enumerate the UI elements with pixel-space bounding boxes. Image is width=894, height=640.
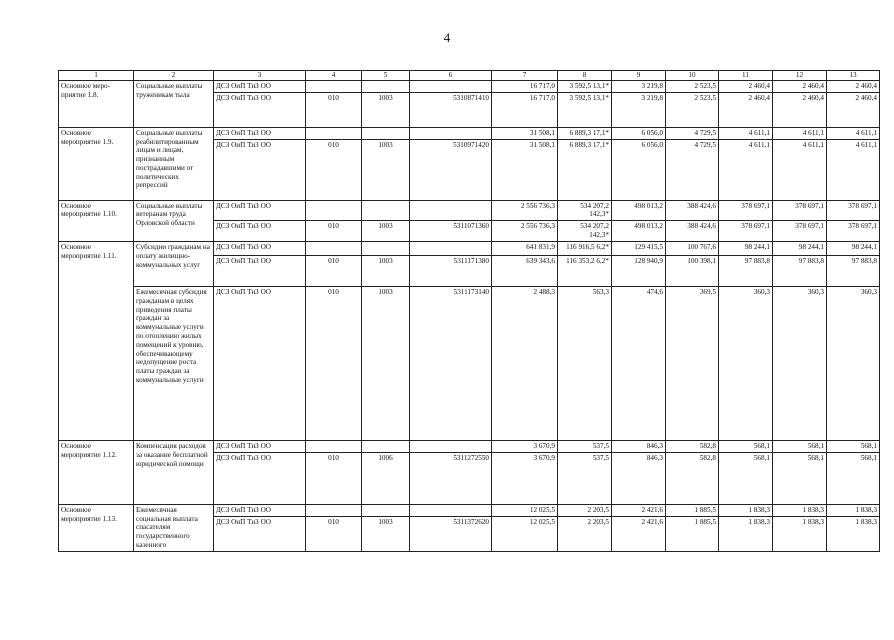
value-cell [410,441,492,453]
value-cell: 537,5 [558,441,612,453]
value-cell: 16 717,0 [492,81,558,93]
value-cell [362,441,410,453]
value-cell: 2 460,4 [719,92,773,127]
col-header: 12 [773,71,827,81]
expense-name: Социальные выплаты труженикам тыла [134,81,214,128]
value-cell: 1006 [362,452,410,504]
value-cell: 128 940,9 [612,256,666,287]
expense-name: Ежемесячная субсидия гражданам в целях приведения платы граждан за коммунальные услуги по отоплению жилых помещений к уровню, обеспечивающему недопущение роста платы граждан за коммунальные услуги [134,287,214,441]
value-cell: 568,1 [773,441,827,453]
value-cell: 2 488,3 [492,287,558,441]
value-cell: 98 244,1 [719,242,773,256]
value-cell: 568,1 [719,452,773,504]
value-cell: 2 460,4 [773,92,827,127]
value-cell: 1003 [362,221,410,242]
value-cell: 2 421,6 [612,516,666,551]
value-cell: 1 838,3 [773,516,827,551]
event-name: Основное мероприятие 1.9. [59,127,134,200]
value-cell: 116 916,5 6,2* [558,242,612,256]
value-cell: 534 207,2 142,3* [558,221,612,242]
value-cell: 1 838,3 [827,516,880,551]
table-row [59,127,880,139]
value-cell: 568,1 [773,452,827,504]
value-cell: 498 013,2 [612,221,666,242]
value-cell: 12 025,5 [492,516,558,551]
col-header: 4 [306,71,362,81]
value-cell: 3 219,8 [612,92,666,127]
value-cell: 12 025,5 [492,504,558,516]
value-cell [410,81,492,93]
value-cell: 1 838,3 [719,504,773,516]
table-row [59,441,880,453]
expense-name: Компенсация расходов за оказание бесплатной юридической помощи [134,441,214,505]
value-cell: 16 717,0 [492,92,558,127]
value-cell [410,504,492,516]
event-name: Основное мероприятие 1.13. [59,504,134,551]
value-cell: 1003 [362,256,410,287]
value-cell: 2 556 736,3 [492,200,558,221]
value-cell: 4 611,1 [773,127,827,139]
col-header: 3 [214,71,306,81]
value-cell: 5311171380 [410,256,492,287]
value-cell: 100 767,6 [666,242,719,256]
event-name: Основное мероприятие 1.10. [59,200,134,242]
value-cell [306,504,362,516]
value-cell: 98 244,1 [773,242,827,256]
value-cell: 97 883,8 [773,256,827,287]
event-name: Основное мероприятие 1.12. [59,441,134,505]
expense-name: Социальные выплаты ветеранам труда Орловской области [134,200,214,242]
org-cell: ДСЗ ОиП ТиЗ ОО [214,92,306,127]
value-cell: 1 838,3 [719,516,773,551]
value-cell [410,200,492,221]
col-header: 10 [666,71,719,81]
value-cell: 563,3 [558,287,612,441]
value-cell: 360,3 [827,287,880,441]
value-cell: 010 [306,287,362,441]
expense-name: Ежемесячная социальная выплата спасателям государственного казенного [134,504,214,551]
org-cell: ДСЗ ОиП ТиЗ ОО [214,287,306,441]
value-cell: 5310971420 [410,139,492,200]
value-cell: 3 592,5 13,1* [558,81,612,93]
org-cell: ДСЗ ОиП ТиЗ ОО [214,504,306,516]
value-cell: 568,1 [719,441,773,453]
value-cell: 1003 [362,287,410,441]
org-cell: ДСЗ ОиП ТиЗ ОО [214,256,306,287]
value-cell: 582,8 [666,441,719,453]
value-cell: 5311272550 [410,452,492,504]
value-cell: 3 670,9 [492,441,558,453]
value-cell: 5311173140 [410,287,492,441]
table-row [59,242,880,256]
value-cell [306,441,362,453]
value-cell: 5310871410 [410,92,492,127]
value-cell: 4 611,1 [719,139,773,200]
value-cell: 3 670,9 [492,452,558,504]
value-cell: 1 885,5 [666,516,719,551]
page-number: 4 [443,30,451,45]
value-cell: 1003 [362,92,410,127]
value-cell: 360,3 [719,287,773,441]
org-cell: ДСЗ ОиП ТиЗ ОО [214,221,306,242]
value-cell: 568,1 [827,452,880,504]
table-row [59,287,880,441]
value-cell: 360,3 [773,287,827,441]
value-cell: 010 [306,92,362,127]
table-row [59,81,880,93]
value-cell: 116 353,2 6,2* [558,256,612,287]
value-cell: 641 831,9 [492,242,558,256]
col-header: 6 [410,71,492,81]
col-header: 13 [827,71,880,81]
value-cell: 378 697,1 [827,221,880,242]
value-cell: 4 611,1 [827,127,880,139]
value-cell: 369,5 [666,287,719,441]
value-cell: 3 219,8 [612,81,666,93]
value-cell: 1 885,5 [666,504,719,516]
value-cell: 1 838,3 [773,504,827,516]
value-cell: 474,6 [612,287,666,441]
value-cell: 010 [306,221,362,242]
value-cell [306,200,362,221]
col-header: 2 [134,71,214,81]
value-cell: 378 697,1 [773,221,827,242]
value-cell: 1 838,3 [827,504,880,516]
value-cell [362,504,410,516]
value-cell: 378 697,1 [773,200,827,221]
org-cell: ДСЗ ОиП ТиЗ ОО [214,441,306,453]
value-cell: 846,3 [612,452,666,504]
value-cell: 2 460,4 [719,81,773,93]
value-cell: 2 523,5 [666,92,719,127]
value-cell: 97 883,8 [827,256,880,287]
value-cell [362,200,410,221]
value-cell [306,242,362,256]
value-cell [362,81,410,93]
org-cell: ДСЗ ОиП ТиЗ ОО [214,139,306,200]
table-row [59,504,880,516]
event-name: Основное меро-приятие 1.8. [59,81,134,128]
value-cell: 388 424,6 [666,200,719,221]
value-cell [362,242,410,256]
col-header: 11 [719,71,773,81]
value-cell: 4 611,1 [827,139,880,200]
value-cell: 6 889,3 17,1* [558,139,612,200]
value-cell: 378 697,1 [719,200,773,221]
expense-name: Субсидии гражданам на оплату жилищно-коммунальных услуг [134,242,214,287]
value-cell: 639 343,6 [492,256,558,287]
value-cell: 5311372620 [410,516,492,551]
col-header: 8 [558,71,612,81]
value-cell: 010 [306,256,362,287]
value-cell: 129 415,5 [612,242,666,256]
event-name: Основное мероприятие 1.11. [59,242,134,441]
value-cell: 378 697,1 [719,221,773,242]
value-cell: 498 013,2 [612,200,666,221]
value-cell: 2 460,4 [827,81,880,93]
org-cell: ДСЗ ОиП ТиЗ ОО [214,127,306,139]
col-header: 5 [362,71,410,81]
value-cell: 2 203,5 [558,504,612,516]
value-cell: 5311071360 [410,221,492,242]
value-cell: 2 203,5 [558,516,612,551]
value-cell: 6 056,0 [612,127,666,139]
value-cell: 100 398,1 [666,256,719,287]
value-cell: 010 [306,139,362,200]
value-cell [306,127,362,139]
col-header: 9 [612,71,666,81]
org-cell: ДСЗ ОиП ТиЗ ОО [214,242,306,256]
org-cell: ДСЗ ОиП ТиЗ ОО [214,200,306,221]
value-cell: 31 508,1 [492,127,558,139]
budget-table [58,70,880,552]
value-cell: 3 592,5 13,1* [558,92,612,127]
value-cell [362,127,410,139]
value-cell [410,127,492,139]
value-cell: 4 611,1 [719,127,773,139]
value-cell: 2 460,4 [773,81,827,93]
expense-name: Социальные выплаты реабилитированным лицам и лицам, признанным пострадавшими от политических репрессий [134,127,214,200]
table-row [59,200,880,221]
header-row [59,71,880,81]
value-cell: 388 424,6 [666,221,719,242]
col-header: 1 [59,71,134,81]
value-cell [306,81,362,93]
value-cell: 98 244,1 [827,242,880,256]
value-cell: 2 460,4 [827,92,880,127]
value-cell: 010 [306,452,362,504]
value-cell: 2 523,5 [666,81,719,93]
org-cell: ДСЗ ОиП ТиЗ ОО [214,516,306,551]
value-cell: 568,1 [827,441,880,453]
col-header: 7 [492,71,558,81]
value-cell: 378 697,1 [827,200,880,221]
table-body [59,81,880,552]
value-cell: 4 729,5 [666,127,719,139]
value-cell: 2 421,6 [612,504,666,516]
value-cell: 537,5 [558,452,612,504]
value-cell: 1003 [362,516,410,551]
value-cell: 846,3 [612,441,666,453]
value-cell: 6 056,0 [612,139,666,200]
value-cell: 2 556 736,3 [492,221,558,242]
value-cell: 4 729,5 [666,139,719,200]
value-cell [410,242,492,256]
value-cell: 97 883,8 [719,256,773,287]
value-cell: 534 207,2 142,3* [558,200,612,221]
value-cell: 1003 [362,139,410,200]
value-cell: 4 611,1 [773,139,827,200]
value-cell: 6 889,3 17,1* [558,127,612,139]
value-cell: 31 508,1 [492,139,558,200]
value-cell: 582,8 [666,452,719,504]
org-cell: ДСЗ ОиП ТиЗ ОО [214,81,306,93]
value-cell: 010 [306,516,362,551]
org-cell: ДСЗ ОиП ТиЗ ОО [214,452,306,504]
